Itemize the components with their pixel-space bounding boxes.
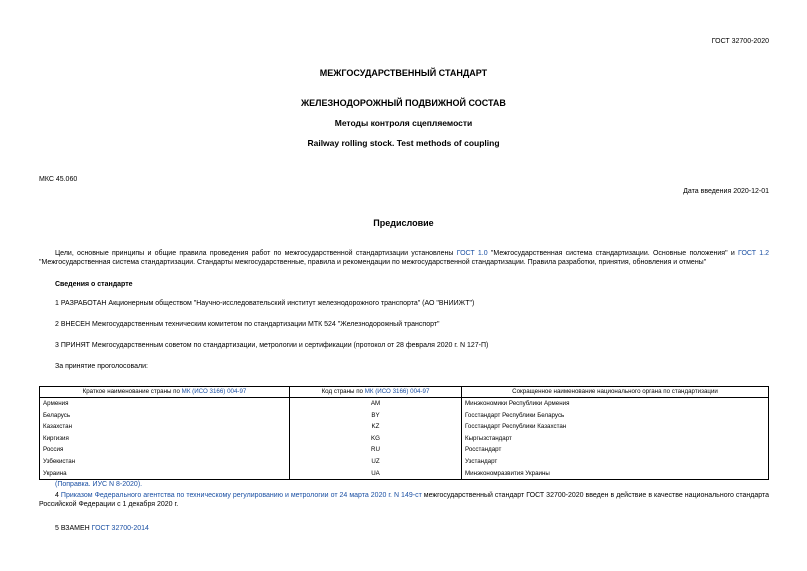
preface-text-c: "Межгосударственная система стандартизации. Стандарты межгосударственные, правила и рекомендации по межгосударственной стандартизации. Правила разработки, принятия, обновления и отмены" (39, 258, 707, 266)
body-cell: Минэкономразвития Украины (462, 468, 769, 480)
correction-link[interactable]: (Поправка. ИУС N 8-2020). (55, 481, 143, 488)
country-cell: Украина (40, 468, 290, 480)
gost-1-0-link[interactable]: ГОСТ 1.0 (456, 250, 488, 257)
mks-code: МКС 45.060 (39, 176, 78, 183)
gost-1-2-link[interactable]: ГОСТ 1.2 (738, 250, 769, 257)
introduction-date: Дата введения 2020-12-01 (683, 188, 769, 195)
country-cell: Беларусь (40, 410, 290, 422)
body-cell: Росстандарт (462, 444, 769, 456)
code-cell: BY (290, 410, 462, 422)
country-cell: Казахстан (40, 421, 290, 433)
body-cell: Узстандарт (462, 456, 769, 468)
column-header-code: Код страны по МК (ИСО 3166) 004-97 (290, 387, 462, 398)
code-cell: KG (290, 433, 462, 445)
table-row (40, 468, 769, 480)
preface-text-a: Цели, основные принципы и общие правила проведения работ по межгосударственной стандартизации установлены (55, 250, 457, 257)
voting-countries-table (39, 386, 769, 480)
table-row (40, 398, 769, 410)
mk-iso-link[interactable]: МК (ИСО 3166) 004-97 (364, 388, 430, 396)
mk-iso-link[interactable]: МК (ИСО 3166) 004-97 (181, 388, 247, 396)
country-cell: Россия (40, 444, 290, 456)
voted-for-label: За принятие проголосовали: (55, 363, 148, 370)
body-cell: Минэкономики Республики Армения (462, 398, 769, 410)
table-row (40, 456, 769, 468)
info-item-2: 2 ВНЕСЕН Межгосударственным техническим комитетом по стандартизации МТК 524 "Железнодорожный транспорт" (55, 321, 440, 328)
country-cell: Киргизия (40, 433, 290, 445)
code-cell: UA (290, 468, 462, 480)
body-cell: Госстандарт Республики Беларусь (462, 410, 769, 422)
preface-paragraph (39, 250, 769, 268)
preface-text-b: "Межгосударственная система стандартизации. Основные положения" и (487, 250, 739, 257)
body-cell: Кыргызстандарт (462, 433, 769, 445)
table-header-row (40, 387, 769, 398)
code-cell: RU (290, 444, 462, 456)
document-subtitle: Методы контроля сцепляемости (334, 118, 473, 128)
body-cell: Госстандарт Республики Казахстан (462, 421, 769, 433)
table-row (40, 421, 769, 433)
code-cell: AM (290, 398, 462, 410)
code-cell: KZ (290, 421, 462, 433)
country-cell: Узбекистан (40, 456, 290, 468)
document-code: ГОСТ 32700-2020 (711, 38, 769, 45)
preface-heading: Предисловие (373, 218, 434, 228)
rosstandart-order-link[interactable]: Приказом Федерального агентства по техническому регулированию и метрологии от 24 марта 2020 г. N 149-ст (60, 492, 422, 499)
standard-info-heading: Сведения о стандарте (55, 281, 133, 288)
info-item-1: 1 РАЗРАБОТАН Акционерным обществом "Научно-исследовательский институт железнодорожного транспорта" (АО "ВНИИЖТ") (55, 300, 475, 307)
gost-32700-2014-link[interactable]: ГОСТ 32700-2014 (91, 525, 149, 532)
column-header-country: Краткое наименование страны по МК (ИСО 3166) 004-97 (40, 387, 290, 398)
country-cell: Армения (40, 398, 290, 410)
document-title-english: Railway rolling stock. Test methods of coupling (307, 138, 500, 148)
standard-type-heading: МЕЖГОСУДАРСТВЕННЫЙ СТАНДАРТ (319, 68, 488, 78)
table-row (40, 444, 769, 456)
info-item-4: 4 Приказом Федерального агентства по техническому регулированию и метрологии от 24 марта 2020 г. N 149-ст межгосударственный стандарт ГОСТ 32700-2020 введен в действие в качестве национального стандарта Российской Федерации с 1 декабря 2020 г. (39, 492, 770, 508)
info-item-3: 3 ПРИНЯТ Межгосударственным советом по стандартизации, метрологии и сертификации (протокол от 28 февраля 2020 г. N 127-П) (55, 342, 489, 349)
table-row (40, 433, 769, 445)
document-title: ЖЕЛЕЗНОДОРОЖНЫЙ ПОДВИЖНОЙ СОСТАВ (301, 98, 506, 108)
correction-note (55, 481, 142, 490)
column-header-body: Сокращенное наименование национального органа по стандартизации (462, 387, 769, 398)
code-cell: UZ (290, 456, 462, 468)
table-row (40, 410, 769, 422)
info-item-5: 5 ВЗАМЕН ГОСТ 32700-2014 (55, 525, 149, 532)
